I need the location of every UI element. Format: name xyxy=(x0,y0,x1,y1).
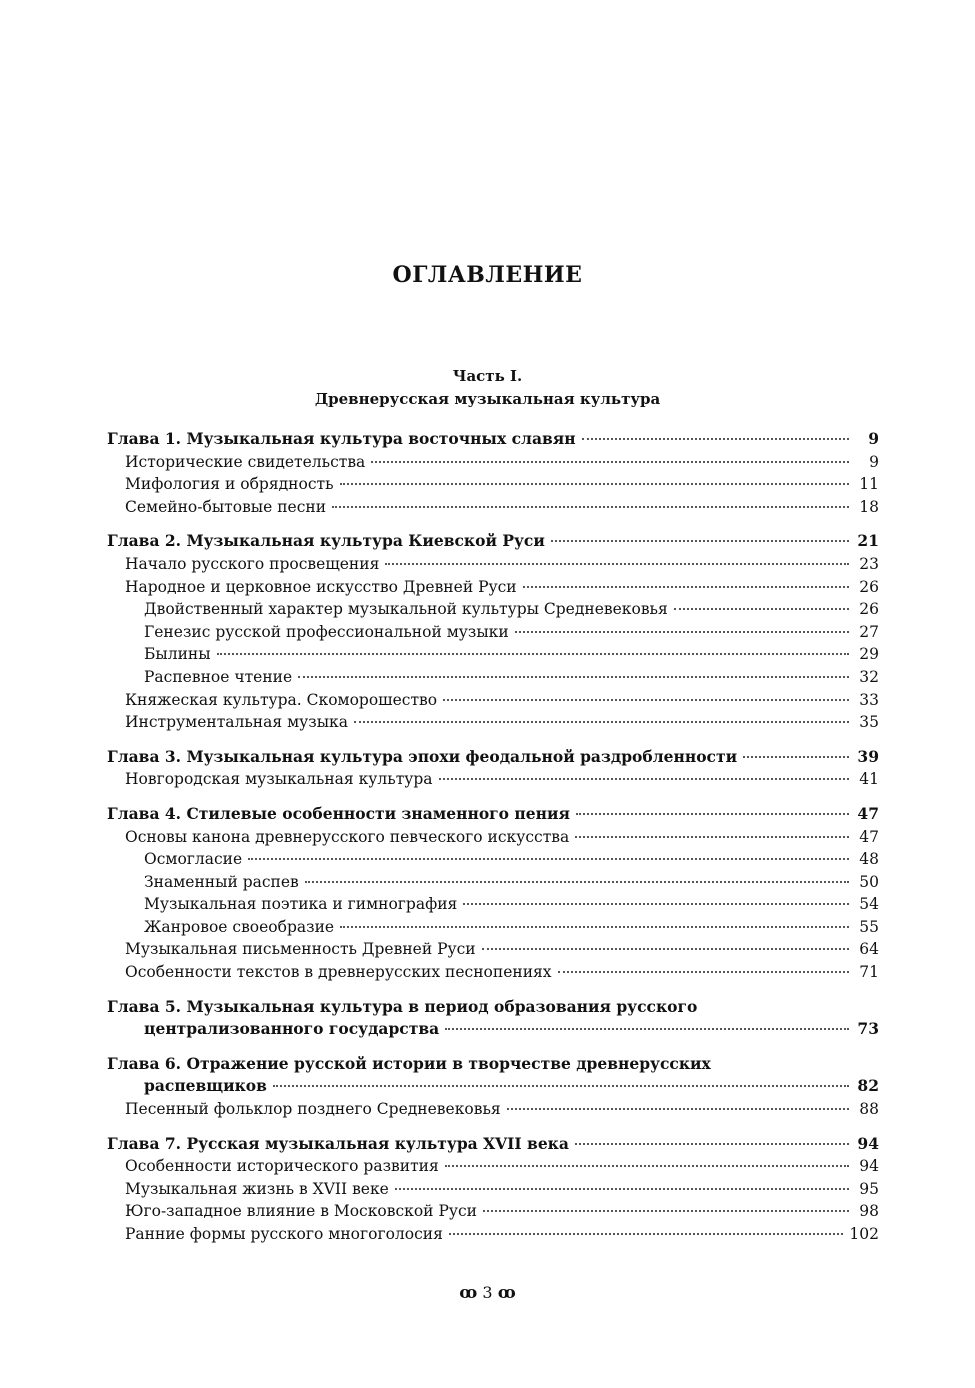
dot-leader xyxy=(483,1210,849,1212)
dot-leader xyxy=(558,971,849,973)
toc-entry-page: 95 xyxy=(859,1179,879,1198)
toc-entry-page: 48 xyxy=(859,850,879,869)
toc-entry-title: Песенный фольклор позднего Средневековья xyxy=(125,1100,501,1119)
toc-entry-page: 102 xyxy=(849,1225,879,1243)
toc-entry-page: 41 xyxy=(859,770,879,789)
toc-entry-page: 9 xyxy=(868,429,879,448)
toc-entry-page: 47 xyxy=(859,827,879,846)
toc-entry[interactable] xyxy=(107,473,879,496)
toc-entry-title: Жанровое своеобразие xyxy=(144,917,335,936)
toc-entry-page: 55 xyxy=(859,917,879,936)
toc-chapter-3[interactable] xyxy=(107,746,879,769)
dot-leader xyxy=(354,721,849,723)
toc-entry[interactable] xyxy=(107,451,879,474)
toc-entry-title: Глава 3. Музыкальная культура эпохи феодальной раздробленности xyxy=(107,746,738,766)
toc-entry-page: 11 xyxy=(859,475,879,494)
toc-entry-title: Исторические свидетельства xyxy=(125,452,366,471)
toc-entry[interactable] xyxy=(107,961,879,984)
part-name: Древнерусская музыкальная культура xyxy=(314,390,661,408)
toc-entry[interactable] xyxy=(107,1098,879,1121)
dot-leader xyxy=(674,608,849,610)
toc-entry-title: Юго-западное влияние в Московской Руси xyxy=(125,1202,478,1221)
dot-leader xyxy=(298,676,849,678)
toc-entry-page: 35 xyxy=(859,713,879,732)
dot-leader xyxy=(551,540,849,542)
dot-leader xyxy=(507,1108,849,1110)
toc-chapter-7[interactable] xyxy=(107,1133,879,1156)
page-footer xyxy=(0,1283,975,1303)
toc-entry[interactable] xyxy=(107,1178,879,1201)
toc-entry-title: Двойственный характер музыкальной культуры Средневековья xyxy=(144,600,668,619)
part-label: Часть I. xyxy=(452,367,523,385)
toc-entry-title: Распевное чтение xyxy=(144,667,293,686)
toc-entry-page: 32 xyxy=(859,667,879,686)
toc-entry-title: Знаменный распев xyxy=(144,872,299,891)
dot-leader xyxy=(305,881,849,883)
toc-entry[interactable] xyxy=(107,1223,879,1246)
dot-leader xyxy=(439,778,849,780)
toc-entry-page: 94 xyxy=(857,1133,879,1153)
page-number: 3 xyxy=(482,1283,493,1302)
dot-leader xyxy=(582,438,849,440)
dot-leader xyxy=(523,586,849,588)
toc-entry-title: Генезис русской профессиональной музыки xyxy=(144,622,509,641)
toc-subentry[interactable] xyxy=(107,598,879,621)
toc-subentry[interactable] xyxy=(107,621,879,644)
toc-chapter-4[interactable] xyxy=(107,803,879,826)
toc-subentry[interactable] xyxy=(107,871,879,894)
toc-entry-page: 98 xyxy=(859,1202,879,1221)
toc-entry[interactable] xyxy=(107,768,879,791)
toc-entry-page: 88 xyxy=(859,1100,879,1119)
toc-entry[interactable] xyxy=(107,576,879,599)
dot-leader xyxy=(273,1085,849,1087)
toc-entry-title: распевщиков xyxy=(144,1076,267,1096)
dot-leader xyxy=(340,483,849,485)
toc-entry[interactable] xyxy=(107,711,879,734)
toc-entry-page: 27 xyxy=(859,622,879,641)
dot-leader xyxy=(371,461,849,463)
ornament-left-icon: ꝏ xyxy=(459,1283,478,1303)
toc-entry[interactable] xyxy=(107,826,879,849)
dot-leader xyxy=(576,813,849,815)
toc-chapter-6-continued[interactable] xyxy=(107,1075,879,1098)
toc-entry-page: 73 xyxy=(857,1019,879,1039)
dot-leader xyxy=(463,903,849,905)
toc-entry-title: Начало русского просвещения xyxy=(125,554,380,573)
dot-leader xyxy=(445,1165,849,1167)
toc-entry-title: Музыкальная поэтика и гимнография xyxy=(144,895,458,914)
toc-chapter-2[interactable] xyxy=(107,530,879,553)
toc-entry-title: Новгородская музыкальная культура xyxy=(125,770,433,789)
toc-entry-page: 47 xyxy=(857,803,879,823)
toc-entry-page: 21 xyxy=(857,531,879,551)
toc-entry-title: Мифология и обрядность xyxy=(125,475,334,494)
toc-entry-title: Былины xyxy=(144,645,211,664)
toc-entry-page: 23 xyxy=(859,554,879,573)
page-title: ОГЛАВЛЕНИЕ xyxy=(392,262,583,288)
toc-entry-title: Ранние формы русского многоголосия xyxy=(125,1225,443,1243)
toc-subentry[interactable] xyxy=(107,893,879,916)
toc-entry-title: Основы канона древнерусского певческого искусства xyxy=(125,827,570,846)
toc-entry-title: Глава 1. Музыкальная культура восточных славян xyxy=(107,429,576,448)
toc-subentry[interactable] xyxy=(107,848,879,871)
toc-subentry[interactable] xyxy=(107,666,879,689)
dot-leader xyxy=(217,653,849,655)
toc-entry-page: 64 xyxy=(859,940,879,959)
dot-leader xyxy=(575,1143,849,1145)
dot-leader xyxy=(449,1233,844,1235)
dot-leader xyxy=(248,858,849,860)
toc-entry-page: 33 xyxy=(859,690,879,709)
dot-leader xyxy=(332,506,849,508)
dot-leader xyxy=(515,631,849,633)
toc-entry-title: Семейно-бытовые песни xyxy=(125,497,327,516)
toc-entry[interactable] xyxy=(107,938,879,961)
toc-entry[interactable] xyxy=(107,1200,879,1223)
toc-chapter-1[interactable] xyxy=(107,428,879,451)
toc-entry-page: 94 xyxy=(859,1157,879,1176)
toc-entry-title: централизованного государства xyxy=(144,1019,440,1039)
toc-entry-page: 50 xyxy=(859,872,879,891)
toc-entry-title: Народное и церковное искусство Древней Руси xyxy=(125,577,517,596)
toc-subentry[interactable] xyxy=(107,916,879,939)
toc-entry-page: 39 xyxy=(857,746,879,766)
toc-entry[interactable] xyxy=(107,496,879,519)
toc-entry-page: 9 xyxy=(869,452,879,471)
toc-entry-title: Особенности текстов в древнерусских песнопениях xyxy=(125,963,552,982)
toc-chapter-5[interactable]: Глава 5. Музыкальная культура в период образования русского xyxy=(107,996,698,1016)
toc-entry[interactable] xyxy=(107,553,879,576)
dot-leader xyxy=(445,1028,849,1030)
dot-leader xyxy=(482,948,849,950)
dot-leader xyxy=(443,699,849,701)
toc-entry-page: 29 xyxy=(859,645,879,664)
toc-entry-page: 71 xyxy=(859,963,879,982)
toc-entry-page: 26 xyxy=(859,577,879,596)
dot-leader xyxy=(385,563,849,565)
toc-entry-title: Музыкальная письменность Древней Руси xyxy=(125,940,476,959)
dot-leader xyxy=(340,926,849,928)
toc-entry-title: Музыкальная жизнь в XVII веке xyxy=(125,1179,389,1198)
toc-entry-title: Глава 7. Русская музыкальная культура XVII века xyxy=(107,1133,569,1153)
dot-leader xyxy=(395,1188,849,1190)
table-of-contents xyxy=(107,428,879,1246)
toc-entry-title: Глава 4. Стилевые особенности знаменного пения xyxy=(107,803,570,823)
toc-entry-page: 54 xyxy=(859,895,879,914)
dot-leader xyxy=(743,756,849,758)
toc-entry-title: Особенности исторического развития xyxy=(125,1157,439,1176)
toc-entry[interactable] xyxy=(107,689,879,712)
toc-chapter-5-continued[interactable] xyxy=(107,1018,879,1041)
toc-subentry[interactable] xyxy=(107,643,879,666)
toc-entry-title: Княжеская культура. Скоморошество xyxy=(125,690,438,709)
toc-chapter-6[interactable]: Глава 6. Отражение русской истории в творчестве древнерусских xyxy=(107,1053,711,1073)
toc-entry[interactable] xyxy=(107,1155,879,1178)
toc-entry-title: Глава 2. Музыкальная культура Киевской Руси xyxy=(107,531,545,551)
toc-entry-title: Инструментальная музыка xyxy=(125,713,348,732)
ornament-right-icon: ꝏ xyxy=(497,1283,516,1303)
toc-entry-page: 26 xyxy=(859,600,879,619)
toc-entry-title: Осмогласие xyxy=(144,850,243,869)
dot-leader xyxy=(575,836,849,838)
toc-entry-page: 18 xyxy=(859,497,879,516)
toc-entry-page: 82 xyxy=(857,1076,879,1096)
